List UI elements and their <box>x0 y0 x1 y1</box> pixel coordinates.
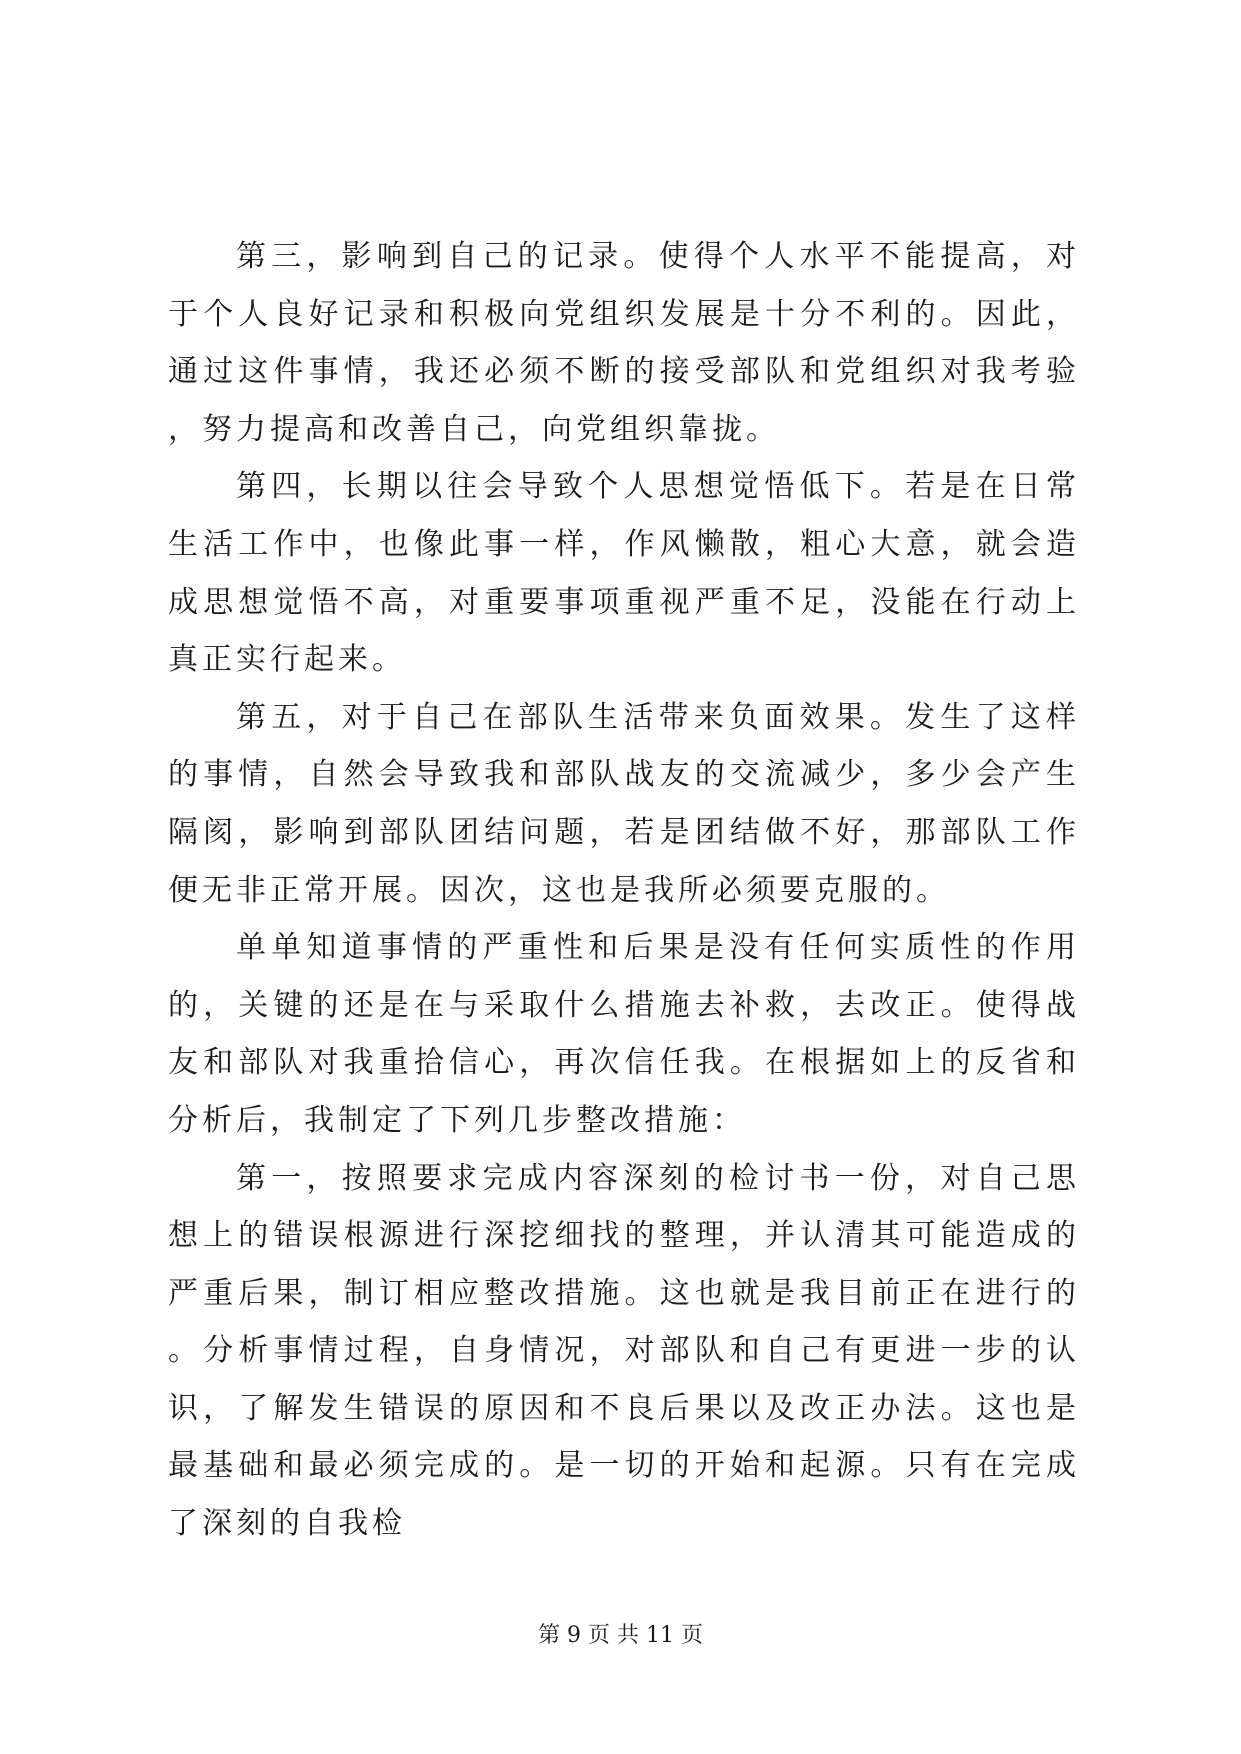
paragraph-first-measure: 第一，按照要求完成内容深刻的检讨书一份，对自己思想上的错误根源进行深挖细找的整理，并认清其可能造成的严重后果，制订相应整改措施。这也就是我目前正在进行的。分析事情过程，自身情况，对部队和自己有更进一步的认识，了解发生错误的原因和不良后果以及改正办法。这也是最基础和最必须完成的。是一切的开始和起源。只有在完成了深刻的自我检 <box>168 1160 1080 1542</box>
paragraph-fourth-point: 第四，长期以往会导致个人思想觉悟低下。若是在日常生活工作中，也像此事一样，作风懒散，粗心大意，就会造成思想觉悟不高，对重要事项重视严重不足，没能在行动上真正实行起来。 <box>168 469 1080 678</box>
paragraph-measures-intro: 单单知道事情的严重性和后果是没有任何实质性的作用的，关键的还是在与采取什么措施去补救，去改正。使得战友和部队对我重拾信心，再次信任我。在根据如上的反省和分析后，我制定了下列几步整改措施： <box>168 930 1080 1138</box>
paragraph-third-point: 第三，影响到自己的记录。使得个人水平不能提高，对于个人良好记录和积极向党组织发展是十分不利的。因此，通过这件事情，我还必须不断的接受部队和党组织对我考验，努力提高和改善自己，向党组织靠拢。 <box>168 239 1080 447</box>
page-number-footer: 第 9 页 共 11 页 <box>538 1623 703 1648</box>
document-body <box>168 228 1080 1553</box>
paragraph-fifth-point: 第五，对于自己在部队生活带来负面效果。发生了这样的事情，自然会导致我和部队战友的交流减少，多少会产生隔阂，影响到部队团结问题，若是团结做不好，那部队工作便无非正常开展。因次，这也是我所必须要克服的。 <box>168 699 1080 908</box>
